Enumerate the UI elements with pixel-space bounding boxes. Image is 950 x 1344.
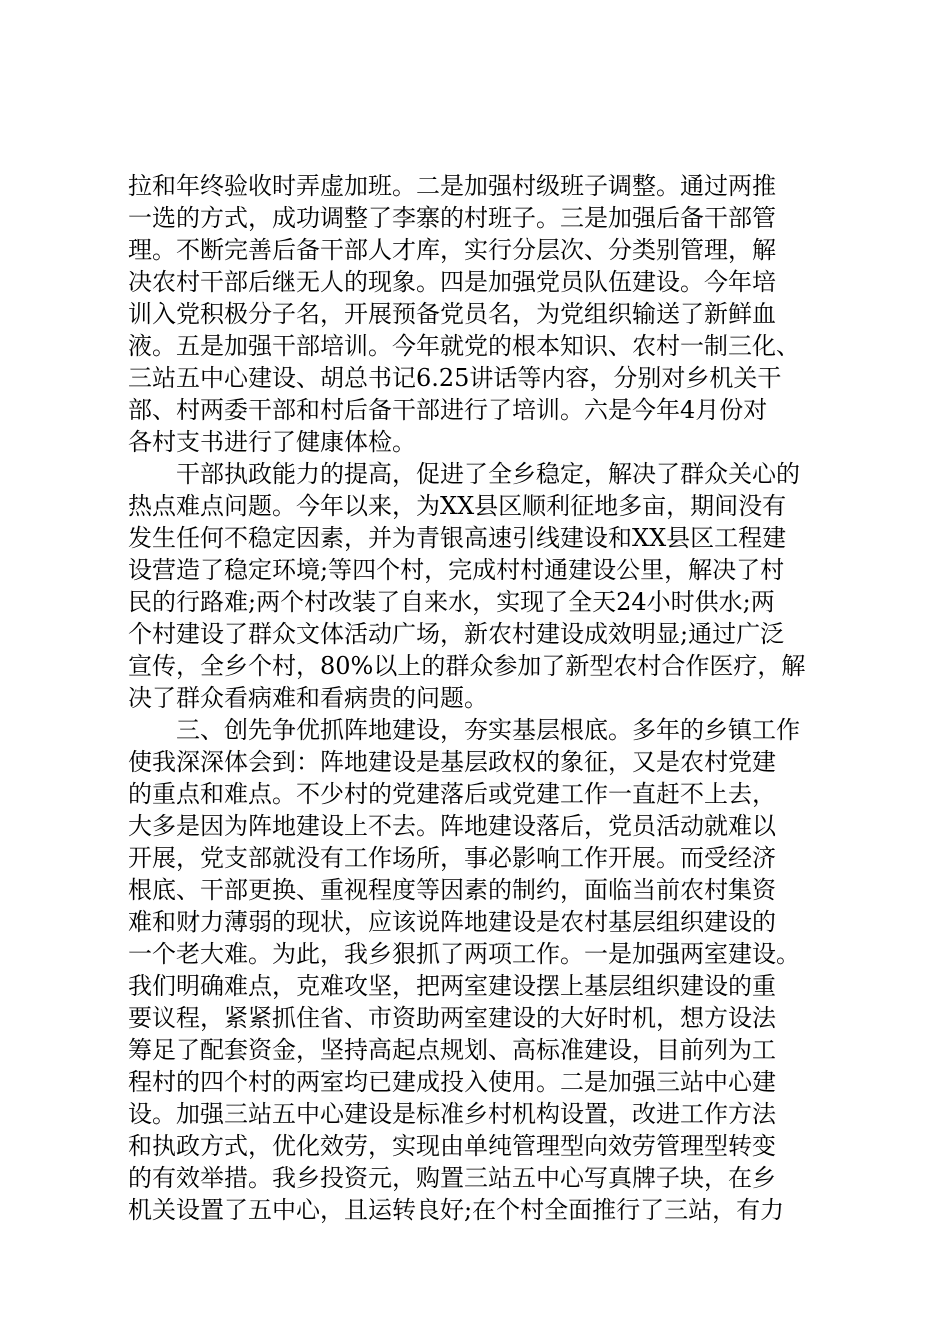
- text-line: 训入党积极分子名，开展预备党员名，为党组织输送了新鲜血: [128, 300, 776, 328]
- text-line: 液。五是加强干部培训。今年就党的根本知识、农村一制三化、: [128, 332, 800, 360]
- text-line: 要议程，紧紧抓住省、市资助两室建设的大好时机，想方设法: [128, 1004, 776, 1032]
- body-text: [128, 170, 828, 1226]
- text-line: 程村的四个村的两室均已建成投入使用。二是加强三站中心建: [128, 1068, 776, 1096]
- text-line: 决农村干部后继无人的现象。四是加强党员队伍建设。今年培: [128, 268, 776, 296]
- text-line: 三站五中心建设、胡总书记6.25讲话等内容，分别对乡机关干: [128, 364, 782, 392]
- text-line: 和执政方式，优化效劳，实现由单纯管理型向效劳管理型转变: [128, 1132, 776, 1160]
- text-line: 的有效举措。我乡投资元，购置三站五中心写真牌子块，在乡: [128, 1164, 776, 1192]
- text-line: 开展，党支部就没有工作场所，事必影响工作开展。而受经济: [128, 844, 776, 872]
- text-line: 设。加强三站五中心建设是标准乡村机构设置，改进工作方法: [128, 1100, 776, 1128]
- text-line: 使我深深体会到：阵地建设是基层政权的象征，又是农村党建: [128, 748, 776, 776]
- text-line: 拉和年终验收时弄虚加班。二是加强村级班子调整。通过两推: [128, 172, 776, 200]
- text-line: 我们明确难点，克难攻坚，把两室建设摆上基层组织建设的重: [128, 972, 776, 1000]
- text-line: 个村建设了群众文体活动广场，新农村建设成效明显;通过广泛: [128, 620, 785, 648]
- text-line: 三、创先争优抓阵地建设，夯实基层根底。多年的乡镇工作: [128, 716, 800, 744]
- text-line: 干部执政能力的提高，促进了全乡稳定，解决了群众关心的: [128, 460, 800, 488]
- text-line: 民的行路难;两个村改装了自来水，实现了全天24小时供水;两: [128, 588, 775, 616]
- text-line: 根底、干部更换、重视程度等因素的制约，面临当前农村集资: [128, 876, 776, 904]
- text-line: 各村支书进行了健康体检。: [128, 428, 416, 456]
- text-line: 大多是因为阵地建设上不去。阵地建设落后，党员活动就难以: [128, 812, 776, 840]
- text-line: 筹足了配套资金，坚持高起点规划、高标准建设，目前列为工: [128, 1036, 776, 1064]
- text-line: 一选的方式，成功调整了李寨的村班子。三是加强后备干部管: [128, 204, 776, 232]
- text-line: 机关设置了五中心，且运转良好;在个村全面推行了三站，有力: [128, 1196, 785, 1224]
- text-line: 发生任何不稳定因素，并为青银高速引线建设和XX县区工程建: [128, 524, 787, 552]
- text-line: 设营造了稳定环境;等四个村，完成村村通建设公里，解决了村: [128, 556, 785, 584]
- text-line: 理。不断完善后备干部人才库，实行分层次、分类别管理，解: [128, 236, 776, 264]
- text-line: 热点难点问题。今年以来，为XX县区顺利征地多亩，期间没有: [128, 492, 787, 520]
- text-line: 部、村两委干部和村后备干部进行了培训。六是今年4月份对: [128, 396, 768, 424]
- text-line: 难和财力薄弱的现状，应该说阵地建设是农村基层组织建设的: [128, 908, 776, 936]
- text-line: 一个老大难。为此，我乡狠抓了两项工作。一是加强两室建设。: [128, 940, 800, 968]
- text-line: 决了群众看病难和看病贵的问题。: [128, 684, 488, 712]
- text-line: 的重点和难点。不少村的党建落后或党建工作一直赶不上去，: [128, 780, 776, 808]
- text-line: 宣传，全乡个村，80%以上的群众参加了新型农村合作医疗，解: [128, 652, 806, 680]
